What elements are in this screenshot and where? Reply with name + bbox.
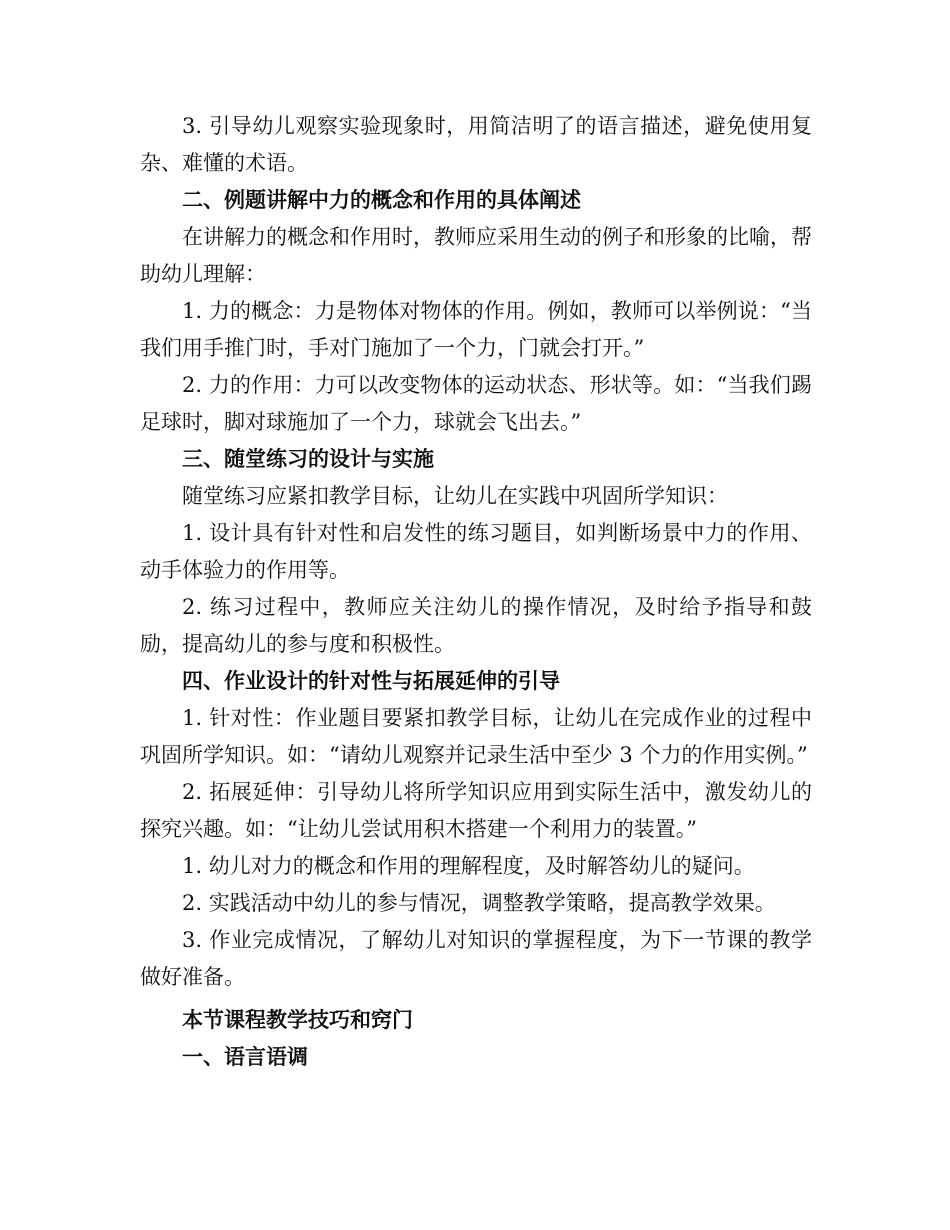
paragraph-text: 3. 作业完成情况，了解幼儿对知识的掌握程度，为下一节课的教学做好准备。 [140, 928, 812, 989]
section-heading: 四、作业设计的针对性与拓展延伸的引导 [182, 669, 560, 693]
paragraph-text: 1. 幼儿对力的概念和作用的理解程度，及时解答幼儿的疑问。 [182, 854, 755, 878]
section-heading: 二、例题讲解中力的概念和作用的具体阐述 [182, 188, 581, 212]
paragraph-text: 2. 实践活动中幼儿的参与情况，调整教学策略，提高教学效果。 [182, 891, 776, 915]
paragraph-text: 在讲解力的概念和作用时，教师应采用生动的例子和形象的比喻，帮助幼儿理解： [140, 225, 812, 286]
paragraph-text: 1. 针对性：作业题目要紧扣教学目标，让幼儿在完成作业的过程中巩固所学知识。如：“请幼儿观察并记录生活中至少 3 个力的作用实例。” [140, 706, 812, 767]
paragraph-text: 2. 练习过程中，教师应关注幼儿的操作情况，及时给予指导和鼓励，提高幼儿的参与度和积极性。 [140, 595, 812, 656]
paragraph-text: 2. 拓展延伸：引导幼儿将所学知识应用到实际生活中，激发幼儿的探究兴趣。如：“让幼儿尝试用积木搭建一个利用力的装置。” [140, 780, 812, 841]
paragraph-text: 随堂练习应紧扣教学目标，让幼儿在实践中巩固所学知识： [182, 484, 728, 508]
section-heading: 三、随堂练习的设计与实施 [182, 447, 434, 471]
document-body [140, 108, 812, 1076]
paragraph-text: 3. 引导幼儿观察实验现象时，用简洁明了的语言描述，避免使用复杂、难懂的术语。 [140, 114, 812, 175]
paragraph-text: 2. 力的作用：力可以改变物体的运动状态、形状等。如：“当我们踢足球时，脚对球施加了一个力，球就会飞出去。” [140, 373, 812, 434]
paragraph-text: 1. 设计具有针对性和启发性的练习题目，如判断场景中力的作用、动手体验力的作用等。 [140, 521, 812, 582]
section-heading: 一、语言语调 [182, 1045, 308, 1069]
section-heading: 本节课程教学技巧和窍门 [182, 1008, 413, 1032]
paragraph-text: 1. 力的概念：力是物体对物体的作用。例如，教师可以举例说：“当我们用手推门时，手对门施加了一个力，门就会打开。” [140, 299, 812, 360]
